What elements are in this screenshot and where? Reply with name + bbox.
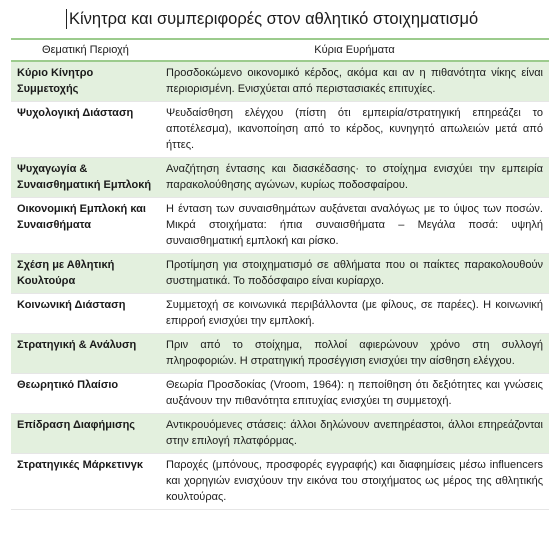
table-header-row bbox=[11, 39, 549, 61]
row-topic: Κοινωνική Διάσταση bbox=[17, 299, 126, 311]
table-row bbox=[11, 102, 549, 158]
page-title: Κίνητρα και συμπεριφορές στον αθλητικό στοιχηματισμό bbox=[66, 9, 478, 29]
row-topic: Οικονομική Εμπλοκή και Συναισθήματα bbox=[17, 203, 146, 231]
row-topic: Στρατηγικές Μάρκετινγκ bbox=[17, 459, 143, 471]
row-topic: Κύριο Κίνητρο Συμμετοχής bbox=[11, 61, 160, 102]
row-topic: Σχέση με Αθλητική Κουλτούρα bbox=[11, 254, 160, 294]
table-row bbox=[11, 198, 549, 254]
table-row bbox=[11, 414, 549, 454]
table-row bbox=[11, 334, 549, 374]
row-finding: Πριν από το στοίχημα, πολλοί αφιερώνουν χρόνο στη συλλογή πληροφοριών. Η στρατηγική προσέγγιση ενισχύει την αίσθηση ελέγχου. bbox=[160, 334, 549, 374]
row-topic: Θεωρητικό Πλαίσιο bbox=[17, 379, 119, 391]
table-row bbox=[11, 254, 549, 294]
row-topic: Επίδραση Διαφήμισης bbox=[11, 414, 160, 454]
row-finding: Αντικρουόμενες στάσεις: άλλοι δηλώνουν ανεπηρέαστοι, άλλοι επηρεάζονται στην επιλογή πλατφόρμας. bbox=[160, 414, 549, 454]
table-row bbox=[11, 374, 549, 414]
row-finding: Προτίμηση για στοιχηματισμό σε αθλήματα που οι παίκτες παρακολουθούν συστηματικά. Το ποδόσφαιρο είναι κυρίαρχο. bbox=[160, 254, 549, 294]
header-findings: Κύρια Ευρήματα bbox=[160, 39, 549, 61]
row-finding: Ψευδαίσθηση ελέγχου (πίστη ότι εμπειρία/στρατηγική επηρεάζει το αποτέλεσμα), ικανοποίηση από το κέρδος, κυνηγητό απωλειών μετά από ήττες. bbox=[166, 107, 543, 151]
row-topic: Ψυχαγωγία & Συναισθηματική Εμπλοκή bbox=[11, 158, 160, 198]
row-finding: Παροχές (μπόνους, προσφορές εγγραφής) και διαφημίσεις μέσω influencers και χορηγιών ενισχύουν την εικόνα του στοιχήματος ως μέρος της αθλητικής κουλτούρας. bbox=[166, 459, 543, 503]
row-topic: Στρατηγική & Ανάλυση bbox=[11, 334, 160, 374]
table-row bbox=[11, 454, 549, 510]
row-finding: Θεωρία Προσδοκίας (Vroom, 1964): η πεποίθηση ότι δεξιότητες και γνώσεις αυξάνουν την πιθανότητα επιτυχίας ενισχύει τη συμμετοχή. bbox=[166, 379, 543, 407]
row-finding: Προσδοκώμενο οικονομικό κέρδος, ακόμα και αν η πιθανότητα νίκης είναι περιορισμένη. Ενισχύεται από περιστασιακές επιτυχίες. bbox=[160, 61, 549, 102]
row-finding: Αναζήτηση έντασης και διασκέδασης· το στοίχημα ενισχύει την εμπειρία παρακολούθησης αγώνων, κυρίως ποδοσφαίρου. bbox=[160, 158, 549, 198]
row-finding: Συμμετοχή σε κοινωνικά περιβάλλοντα (με φίλους, σε παρέες). Η κοινωνική επιρροή ενισχύει την εμπλοκή. bbox=[166, 299, 543, 327]
table-row bbox=[11, 294, 549, 334]
row-finding: Η ένταση των συναισθημάτων αυξάνεται αναλόγως με το ύψος των ποσών. Μικρά στοιχήματα: ήπια συναισθήματα – Μεγάλα ποσά: υψηλή συναισθηματική εμπλοκή και ρίσκο. bbox=[166, 203, 543, 247]
table-row bbox=[11, 61, 549, 102]
findings-table bbox=[11, 38, 549, 510]
header-topic: Θεματική Περιοχή bbox=[11, 39, 160, 61]
table-row bbox=[11, 158, 549, 198]
row-topic: Ψυχολογική Διάσταση bbox=[17, 107, 134, 119]
